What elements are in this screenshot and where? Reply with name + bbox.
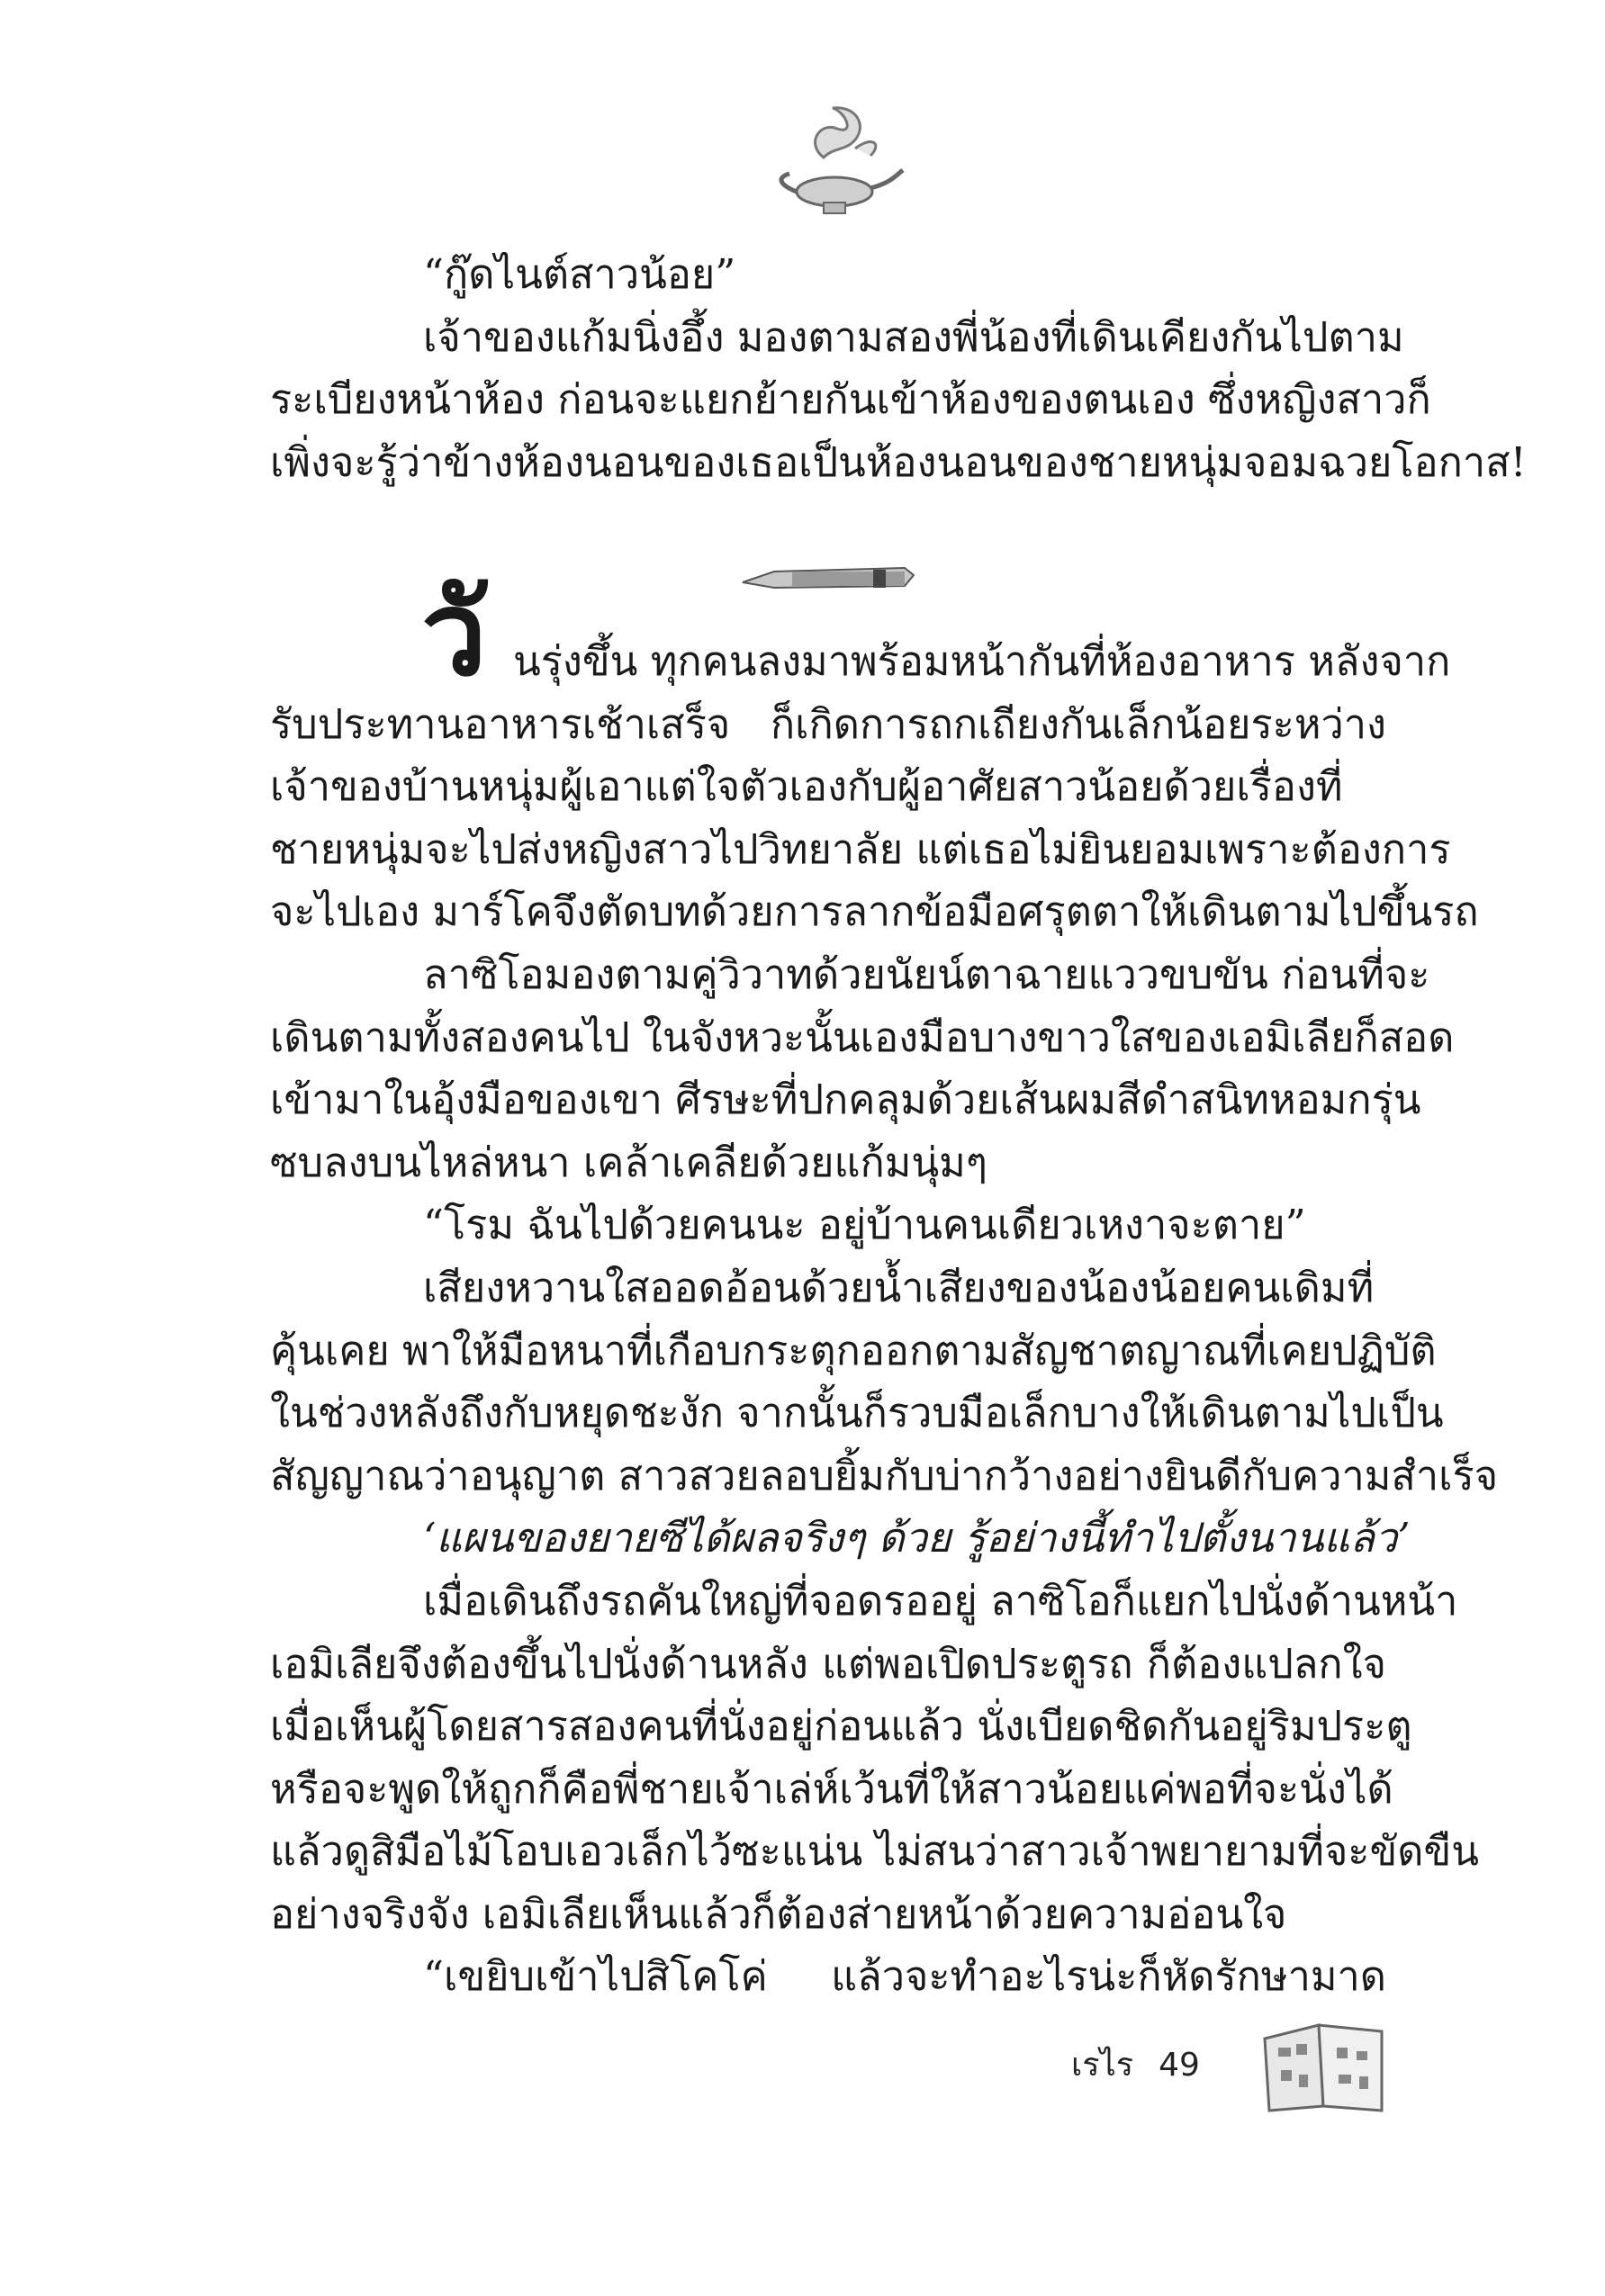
text-line: สัญญาณว่าอนุญาต สาวสวยลอบยิ้มกับบ่ากว้างอย่างยินดีกับความสำเร็จ xyxy=(270,1451,1499,1499)
text-line: เจ้าของแก้มนิ่งอึ้ง มองตามสองพี่น้องที่เดินเคียงกันไปตาม xyxy=(423,312,1404,361)
running-title: เรไร xyxy=(1071,2047,1134,2084)
text-line: เมื่อเห็นผู้โดยสารสองคนที่นั่งอยู่ก่อนแล้ว นั่งเบียดชิดกันอยู่ริมประตู xyxy=(270,1702,1412,1751)
text-line: ‘แผนของยายซีได้ผลจริงๆ ด้วย รู้อย่างนี้ทำไปตั้งนานแล้ว’ xyxy=(423,1514,1411,1562)
text-line: เสียงหวานใสออดอ้อนด้วยน้ำเสียงของน้องน้อยคนเดิมที่ xyxy=(423,1263,1375,1311)
text-line: จะไปเอง มาร์โคจึงตัดบทด้วยการลากข้อมือศรุตตาให้เดินตามไปขึ้นรถ xyxy=(270,887,1479,936)
text-line: เข้ามาในอุ้งมือของเขา ศีรษะที่ปกคลุมด้วยเส้นผมสีดำสนิทหอมกรุ่น xyxy=(270,1076,1421,1124)
genie-lamp-icon xyxy=(770,95,905,230)
text-line: เจ้าของบ้านหนุ่มผู้เอาแต่ใจตัวเองกับผู้อาศัยสาวน้อยด้วยเรื่องที่ xyxy=(270,762,1343,811)
text-line: ชายหนุ่มจะไปส่งหญิงสาวไปวิทยาลัย แต่เธอไม่ยินยอมเพราะต้องการ xyxy=(270,824,1451,873)
text-line: เพิ่งจะรู้ว่าข้างห้องนอนของเธอเป็นห้องนอนของชายหนุ่มจอมฉวยโอกาส! xyxy=(270,437,1527,486)
text-line: นรุ่งขึ้น ทุกคนลงมาพร้อมหน้ากันที่ห้องอาหาร หลังจาก xyxy=(513,637,1451,685)
text-line: ในช่วงหลังถึงกับหยุดชะงัก จากนั้นก็รวบมือเล็กบางให้เดินตามไปเป็น xyxy=(270,1389,1444,1437)
utility-knife-icon xyxy=(738,563,918,595)
drop-cap: วั xyxy=(421,564,487,702)
main-paragraphs xyxy=(270,564,1499,2008)
text-line: เดินตามทั้งสองคนไป ในจังหวะนั้นเองมือบางขาวใสของเอมิเลียก็สอด xyxy=(270,1013,1455,1061)
text-line: “โรม ฉันไปด้วยคนนะ อยู่บ้านคนเดียวเหงาจะตาย” xyxy=(423,1201,1306,1249)
book-icon xyxy=(1256,2021,1391,2115)
text-line: คุ้นเคย พาให้มือหนาที่เกือบกระตุกออกตามสัญชาตญาณที่เคยปฏิบัติ xyxy=(270,1326,1437,1374)
page-number: 49 xyxy=(1159,2047,1200,2084)
text-line: ระเบียงหน้าห้อง ก่อนจะแยกย้ายกันเข้าห้องของตนเอง ซึ่งหญิงสาวก็ xyxy=(270,375,1431,424)
text-line: เมื่อเดินถึงรถคันใหญ่ที่จอดรออยู่ ลาซิโอก็แยกไปนั่งด้านหน้า xyxy=(423,1576,1458,1625)
text-line: “กู๊ดไนต์สาวน้อย” xyxy=(423,250,736,298)
dropcap-line xyxy=(270,564,1451,702)
text-line: ลาซิโอมองตามคู่วิวาทด้วยนัยน์ตาฉายแววขบขัน ก่อนที่จะ xyxy=(423,950,1430,998)
text-line: แล้วดูสิมือไม้โอบเอวเล็กไว้ซะแน่น ไม่สนว่าสาวเจ้าพยายามที่จะขัดขืน xyxy=(270,1827,1479,1876)
text-line: รับประทานอาหารเช้าเสร็จ ก็เกิดการถกเถียงกันเล็กน้อยระหว่าง xyxy=(270,699,1386,748)
text-line: หรือจะพูดให้ถูกก็คือพี่ชายเจ้าเล่ห์เว้นที่ให้สาวน้อยแค่พอที่จะนั่งได้ xyxy=(270,1764,1393,1813)
text-line: ซบลงบนไหล่หนา เคล้าเคลียด้วยแก้มนุ่มๆ xyxy=(270,1138,987,1186)
text-line: อย่างจริงจัง เอมิเลียเห็นแล้วก็ต้องส่ายหน้าด้วยความอ่อนใจ xyxy=(270,1889,1287,1938)
text-line: “เขยิบเข้าไปสิโคโค่ แล้วจะทำอะไรน่ะก็หัดรักษามาด xyxy=(423,1952,1386,2001)
text-line: เอมิเลียจึงต้องขึ้นไปนั่งด้านหลัง แต่พอเปิดประตูรถ ก็ต้องแปลกใจ xyxy=(270,1639,1386,1688)
opening-paragraphs xyxy=(270,243,1527,493)
page-footer xyxy=(1071,2039,1225,2090)
